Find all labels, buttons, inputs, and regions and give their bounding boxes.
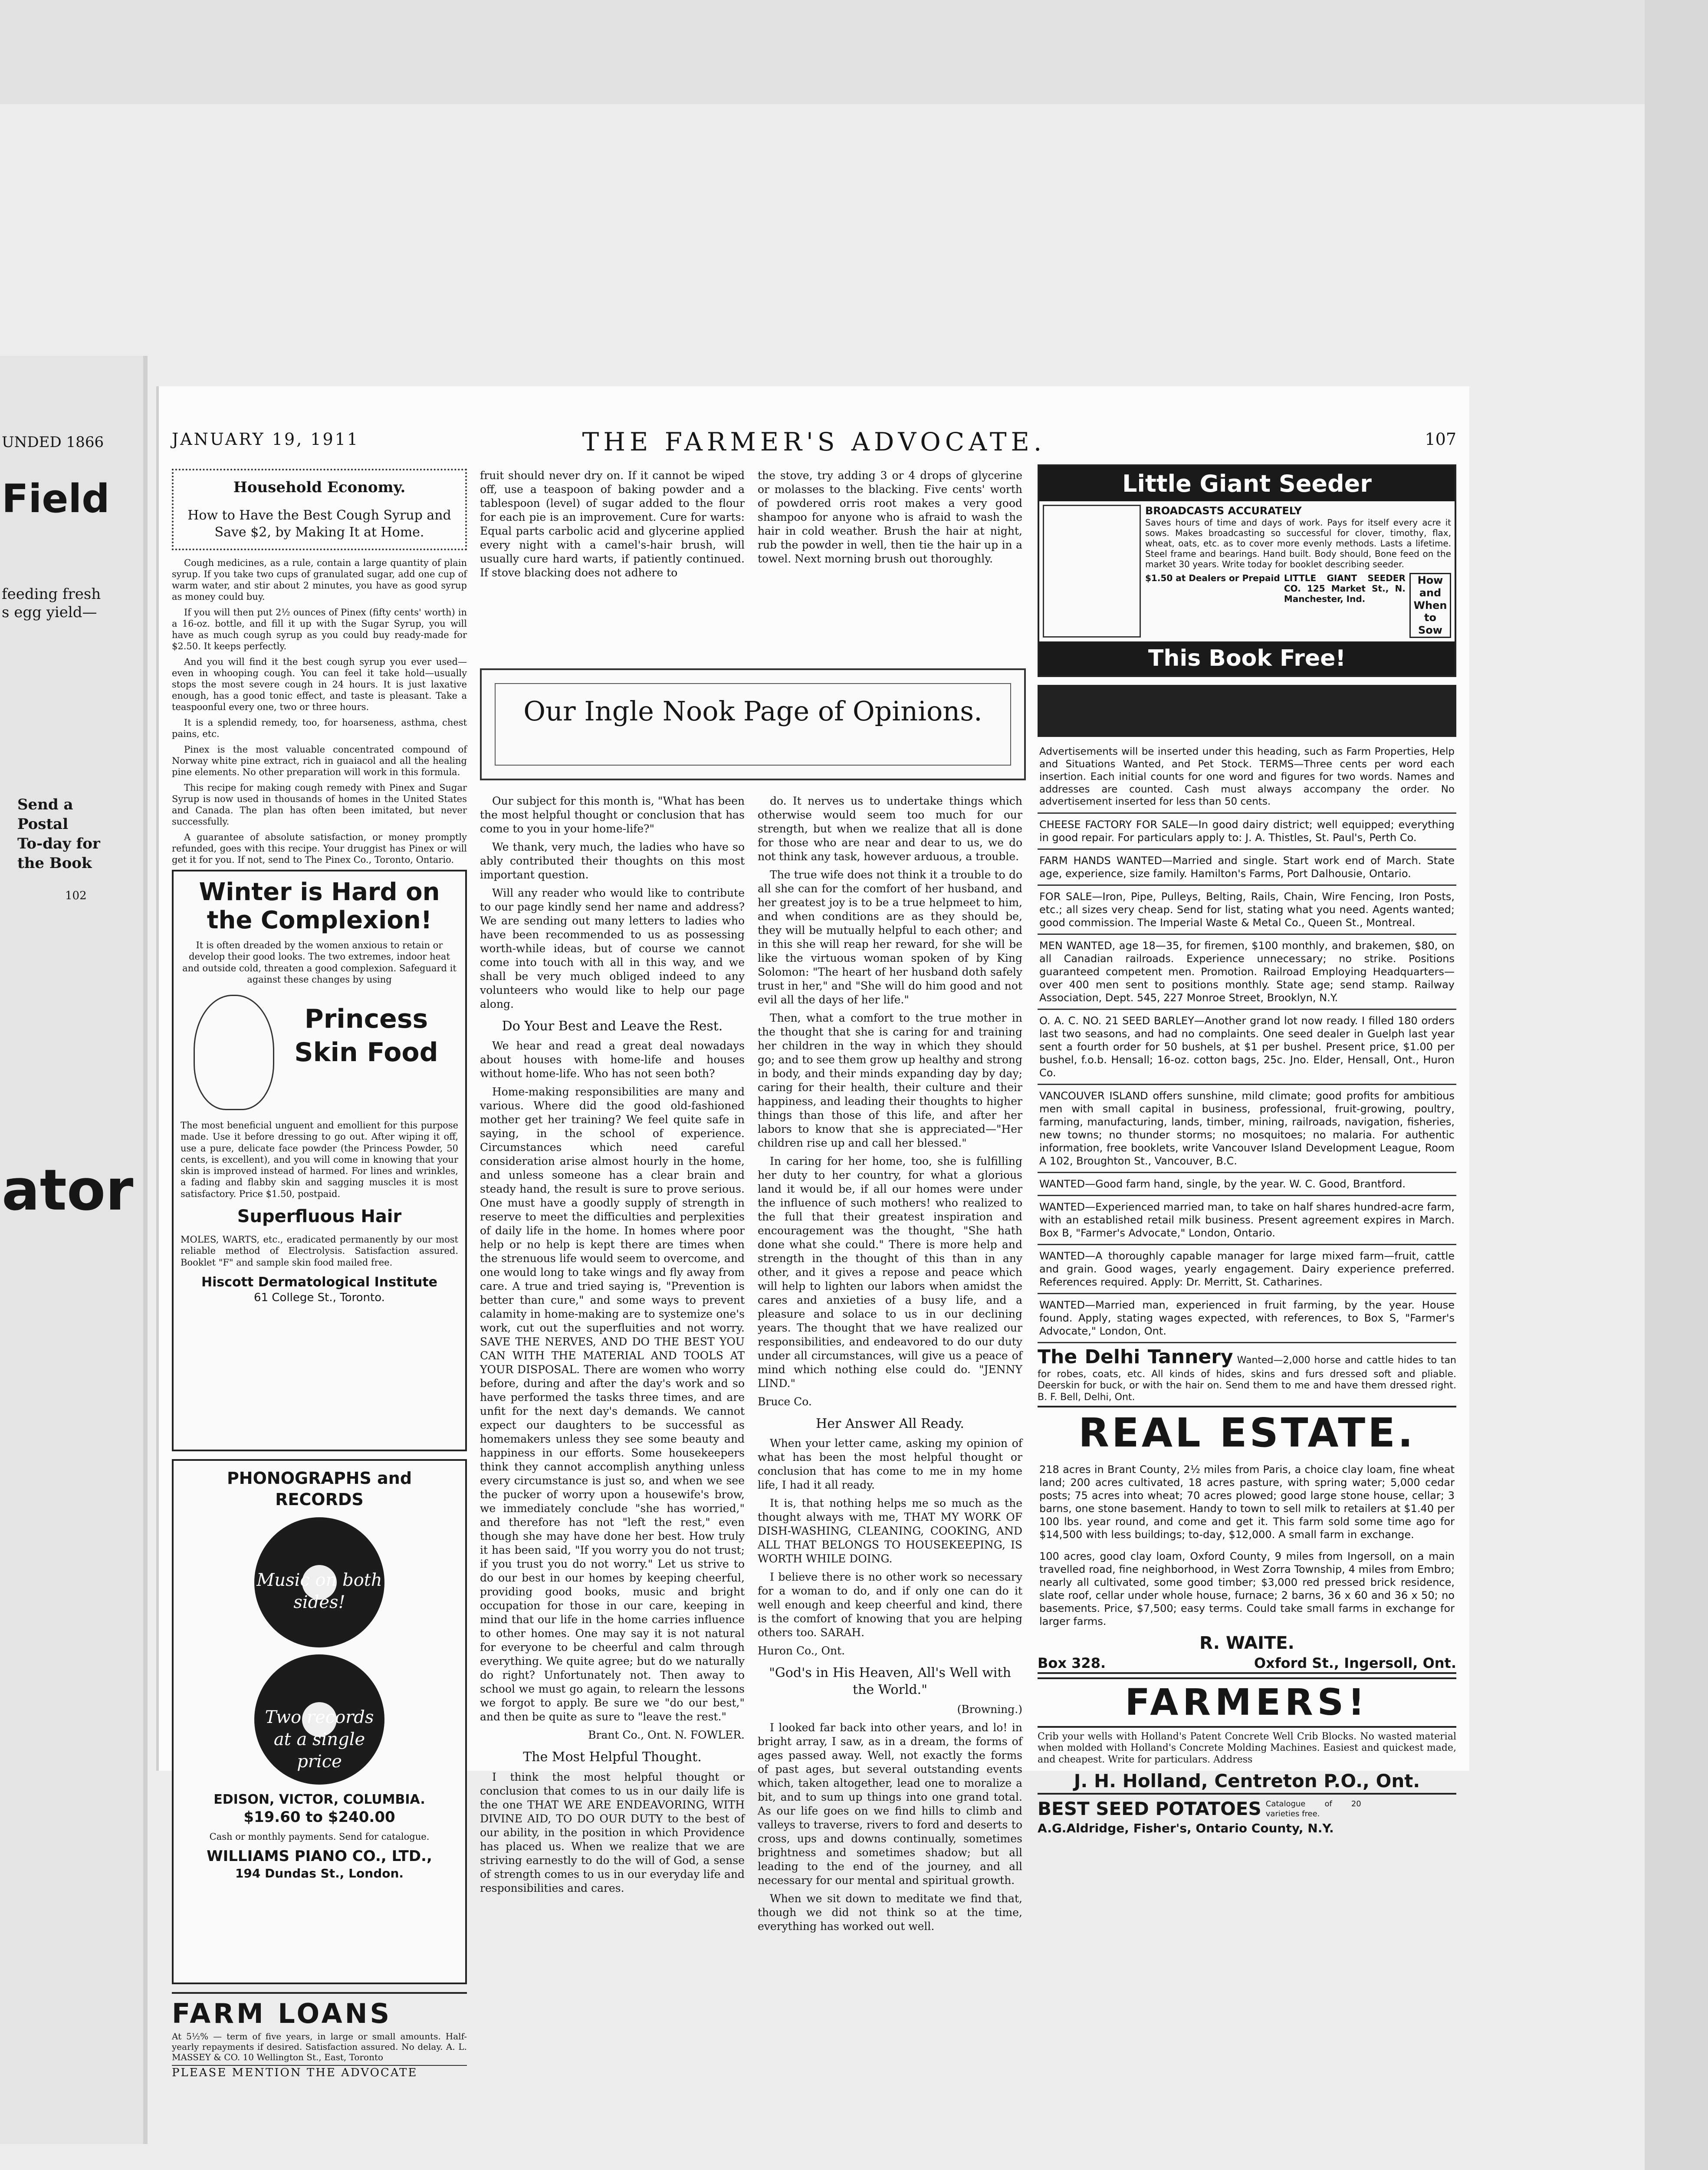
article-paragraph: It is, that nothing helps me so much as the thought always with me, THAT MY WORK OF DISH-WASHING, CLEANING, COOKING, AND ALL THAT BELONGS TO HOUSEKEEPING, IS WORTH WHILE DOING. — [758, 1497, 1022, 1565]
article-paragraph: In caring for her home, too, she is fulfilling her duty to her country, for what a glorious land it would be, if all our homes were under the influence of such mothers! who realized to the full that their greatest inspiration and encouragement was the thought, "She hath done what she could." There is more help and strength in the thought of this than in any other, and it gives a repose and peace which will help to lighten our labors when amidst the cares and anxieties of a busy life, and a pleasure and solace to us in our declining years. The thought that we have realized our responsibilities, and endeavored to do our duty under all circumstances, will give us a peace of mind which nothing else could do. "JENNY LIND." — [758, 1155, 1022, 1390]
prev-field: Field — [2, 476, 110, 522]
wanted-banner-graphic — [1038, 685, 1456, 737]
household-economy-box — [172, 469, 467, 550]
scan-margin-top — [0, 0, 1708, 104]
delhi-tannery-name: The Delhi Tannery — [1038, 1346, 1233, 1368]
article-heading: The Most Helpful Thought. — [523, 1749, 702, 1765]
prev-today: To-day for — [17, 835, 100, 852]
skin-food-brand: Skin Food — [294, 1037, 438, 1068]
column-2 — [480, 794, 745, 1900]
classified-item: O. A. C. NO. 21 SEED BARLEY—Another grand lot now ready. I filled 180 orders last two seasons, and had no complaints. One seed dealer in Guelph last year sent a fourth order for 50 bushels, at $1 per bushel. Present price, $1.00 per bushel, f.o.b. Hensall; 16-oz. cotton bags, 25c. Jno. Elder, Hensall, Ont., Huron Co. — [1038, 1010, 1456, 1085]
article-paragraph: We hear and read a great deal nowadays about houses with home-life and houses without home-life. Who has not seen both? — [480, 1039, 745, 1080]
article-paragraph: I believe there is no other work so necessary for a woman to do, and if only one can do it well enough and keep cheerful and kind, there is the comfort of knowing that you are helping others too. SARAH. — [758, 1571, 1022, 1639]
phonograph-terms: Cash or monthly payments. Send for catalogue. — [209, 1831, 430, 1842]
real-estate-listing: 218 acres in Brant County, 2½ miles from Paris, a choice clay loam, fine wheat land; 200 acres cultivated, 18 acres pasture, with spring water; 5,000 cedar posts; 75 acres into wheat; 70 acres plowed; good large stone house, cellar; 3 barns, one stone basement. Handy to town to sell milk to retailers at $1.40 per 100 lbs. year round, and come and get it. This farm sold some time ago for $14,500 with less buildings; to-day, $12,000. A small farm in exchange. — [1039, 1463, 1455, 1541]
phonograph-price: $19.60 to $240.00 — [243, 1808, 395, 1826]
phonograph-address: 194 Dundas St., London. — [235, 1866, 404, 1881]
delhi-tannery-body: Wanted—2,000 horse and cattle hides to tan for robes, coats, etc. All kinds of hides, skins and furs dressed soft and pliable. Deerskin for buck, or with the hair on. Send them to me and have them dressed right. B. F. Bell, Delhi, Ont. — [1038, 1355, 1457, 1403]
household-body — [172, 557, 467, 866]
prev-ator: ator — [2, 1157, 134, 1223]
seeder-title: Little Giant Seeder — [1039, 466, 1455, 501]
seeder-price: $1.50 at Dealers or Prepaid — [1145, 572, 1280, 583]
article-paragraph: I think the most helpful thought or conclusion that comes to us in our daily life is the one THAT WE ARE ENDEAVORING, WITH DIVINE AID, TO DO OUR DUTY to the best of our ability, in the position in which Providence has placed us. When we realize that we are striving earnestly to do the will of God, a sense of strength comes to us in our everyday life and responsibilities and cares. — [480, 1770, 745, 1894]
prev-book: the Book — [17, 855, 92, 872]
classified-item: FOR SALE—Iron, Pipe, Pulleys, Belting, Rails, Chain, Wire Fencing, Iron Posts, etc.; all sizes very cheap. Send for list, stating what you need. Agents wanted; good commission. The Imperial Waste & Metal Co., Queen St., Montreal. — [1038, 886, 1456, 935]
real-estate-listing: 100 acres, good clay loam, Oxford County, 9 miles from Ingersoll, on a main travelled road, fine neighborhood, in West Zorra Township, 4 miles from Embro; nearly all cultivated, some good timber; $3,000 red pressed brick residence, slate roof, cellar under whole house, furnace; 2 barns, 36 x 60 and 36 x 50; no basements. Price, $7,500; easy terms. Could take small farms in exchange for larger farms. — [1039, 1550, 1455, 1628]
real-estate-address: Oxford St., Ingersoll, Ont. — [1254, 1655, 1456, 1672]
record-disc-icon — [254, 1517, 384, 1647]
seeder-company: LITTLE GIANT SEEDER CO. 125 Market St., N. Manchester, Ind. — [1284, 572, 1406, 604]
potatoes-title: BEST SEED POTATOES — [1038, 1798, 1261, 1819]
woman-portrait-icon — [194, 995, 274, 1110]
article-paragraph: Then, what a comfort to the true mother in the thought that she is caring for and training her children in the way in which they should go; and to see them grow up healthy and strong in body, and their minds expanding day by day; caring for their health, their culture and their happiness, and leading their thoughts to higher things than those of this life, and after her labors to know that she is appreciated—"Her children rise up and call her blessed." — [758, 1012, 1022, 1149]
page-number: 107 — [1425, 430, 1456, 449]
complexion-body-3: MOLES, WARTS, etc., eradicated permanently by our most reliable method of Electrolysis. Satisfaction assured. Booklet "F" and sample skin food mailed free. — [181, 1234, 458, 1268]
record-disc-icon — [254, 1654, 384, 1785]
farm-loans-ad — [172, 1992, 467, 2080]
prev-send: Send a — [17, 796, 73, 813]
princess-brand: Princess — [304, 1004, 428, 1035]
farm-loans-body: At 5½% — term of five years, in large or small amounts. Half-yearly repayments if desired. Satisfaction assured. No delay. A. L. MASSEY & CO. 10 Wellington St., East, Toronto — [172, 2031, 467, 2062]
article-heading: Do Your Best and Leave the Rest. — [502, 1019, 723, 1034]
real-estate-title: REAL ESTATE. — [1078, 1410, 1416, 1457]
article-attribution: (Browning.) — [957, 1703, 1022, 1716]
article-heading: "God's in His Heaven, All's Well with the World." — [769, 1665, 1011, 1697]
masthead-title: THE FARMER'S ADVOCATE. — [582, 427, 1046, 457]
classified-item: WANTED—Married man, experienced in fruit farming, by the year. House found. Apply, stating wages expected, with references, to Box S, "Farmer's Advocate," London, Ont. — [1038, 1294, 1456, 1343]
book-free-banner: This Book Free! — [1039, 641, 1455, 676]
newspaper-page — [156, 386, 1469, 2079]
col2-top-text: fruit should never dry on. If it cannot be wiped off, use a teaspoon of baking powder and a tablespoon (level) of sugar added to the flour for each pie is an improvement. Cure for warts: Equal parts carbolic acid and glycerine applied every night with a camel's-hair brush, will usually cure hard warts, if patiently continued. If stove blacking does not adhere to — [480, 469, 745, 579]
classified-intro: Advertisements will be inserted under this heading, such as Farm Properties, Help and Situations Wanted, and Pet Stock. TERMS—Three cents per word each insertion. Each initial counts for one word and figures for two words. Names and addresses are counted. Cash must always accompany the order. No advertisement inserted for less than 50 cents. — [1038, 741, 1456, 814]
article-paragraph: When your letter came, asking my opinion of what has been the most helpful thought or conclusion that has come to me in my home life, I had it all ready. — [758, 1437, 1022, 1492]
prev-feeding: feeding fresh — [2, 585, 101, 603]
column-3-top — [758, 469, 1022, 570]
institute-address: 61 College St., Toronto. — [254, 1291, 385, 1305]
classified-item: VANCOUVER ISLAND offers sunshine, mild climate; good profits for ambitious men with small capital in business, professional, fruit-growing, poultry, farming, manufacturing, lands, timber, mining, railroads, navigation, fisheries, new towns; no thunder storms; no mosquitoes; no malaria. For authentic information, free booklets, write Vancouver Island Development League, Room A 102, Broughton St., Vancouver, B.C. — [1038, 1085, 1456, 1173]
complexion-body-2: The most beneficial unguent and emollient for this purpose made. Use it before dressing to go out. After wiping it off, use a pure, delicate face powder (the Princess Powder, 50 cents, is excellent), and you will come in knowing that your skin is improved instead of harmed. For lines and wrinkles, a fading and flabby skin and sagging muscles it is most satisfactory. Price $1.50, postpaid. — [181, 1120, 458, 1199]
article-heading: Her Answer All Ready. — [816, 1416, 964, 1431]
phonograph-title: PHONOGRAPHS and RECORDS — [227, 1469, 412, 1509]
prev-founded: UNDED 1866 — [2, 434, 104, 451]
music-both-sides: Music on both sides! — [256, 1570, 382, 1612]
potatoes-catalogue: Catalogue of 20 varieties free. — [1265, 1799, 1361, 1818]
household-paragraph: And you will find it the best cough syrup you ever used—even in whooping cough. You can feel it take hold—usually stops the most severe cough in 24 hours. It is just laxative enough, has a good tonic effect, and taste is pleasant. Take a teaspoonful every one, two or three hours. — [172, 656, 467, 712]
household-title: Household Economy. — [233, 479, 406, 496]
intro-paragraph: Our subject for this month is, "What has been the most helpful thought or conclusion that has come to you in your home-life?" — [480, 795, 745, 835]
ingle-nook-banner — [480, 668, 1026, 780]
classified-item: WANTED—A thoroughly capable manager for large mixed farm—fruit, cattle and grain. Good wages, yearly engagement. Dairy experience preferred. References required. Apply: Dr. Merritt, St. Catharines. — [1038, 1245, 1456, 1294]
household-paragraph: This recipe for making cough remedy with Pinex and Sugar Syrup is now used in thousands of homes in the United States and Canada. The plan has often been imitated, but never successfully. — [172, 783, 467, 827]
please-mention: PLEASE MENTION THE ADVOCATE — [172, 2065, 467, 2080]
article-paragraph: The true wife does not think it a trouble to do all she can for the comfort of her husband, and her greatest joy is to be a true helpmeet to him, and when conditions are as they should be, they will be mutually helpful to each other; and in this she will reap her reward, for she will be like the virtuous woman spoken of by King Solomon: "The heart of her husband doth safely trust in her," and "She will do him good and not evil all the days of her life." — [758, 868, 1022, 1006]
farmer-sowing-icon — [1043, 505, 1141, 638]
phonograph-company: WILLIAMS PIANO CO., LTD., — [207, 1847, 432, 1865]
household-paragraph: If you will then put 2½ ounces of Pinex (fifty cents' worth) in a 16-oz. bottle, and fill it up with the Sugar Syrup, you will have as much cough syrup as you could buy ready-made for $2.50. It keeps perfectly. — [172, 607, 467, 651]
holland-name: J. H. Holland, Centreton P.O., Ont. — [1038, 1769, 1456, 1795]
article-paragraph: Home-making responsibilities are many and various. Where did the good old-fashioned mother get her training? We feel quite safe in saying, in the school of experience. Circumstances which need careful consideration arise almost hourly in the home, and unless someone has a clear brain and steady hand, the result is sure to prove serious. One must have a goodly supply of strength in reserve to meet the difficulties and perplexities of daily life in the home. In homes where poor help or no help is kept there are times when the strenuous life would seem to overcome, and one would long to take wings and fly away from care. A true and tried saying is, "Prevention is better than cure," and some ways to prevent calamity in home-making are to systemize one's work, cut out the superfluities and not worry. SAVE THE NERVES, AND DO THE BEST YOU CAN WITH THE MATERIAL AND TOOLS AT YOUR DISPOSAL. There are women who worry before, during and after the day's work and so have performed the tasks three times, and are unfit for the next day's demands. We cannot expect our daughters to be successful as homemakers unless they see some beauty and happiness in our efforts. Some housekeepers think they cannot accomplish anything unless every circumstance is just so, and when we see the pucker of worry upon a housewife's brow, we immediately conclude "she has worried," and therefore has not "left the rest," even though she may have done her best. How truly it has been said, "If you worry you do not trust; if you trust you do not worry." Let us strive to do our best in our homes by keeping cheerful, providing good books, music and bright occupation for those in our care, keeping in mind that our life in the home carries influence to other homes. One may say it is not natural for everyone to be cheerful and calm through everything. We quite agree; but do we naturally do right? Unfortunately not. Then away to school we must go again, to relearn the lessons we forgot to apply. Be sure we "do our best," and then be quite as sure to "leave the rest." — [480, 1085, 745, 1723]
farm-loans-title: FARM LOANS — [172, 1998, 392, 2030]
household-subtitle: How to Have the Best Cough Syrup and Save $2, by Making It at Home. — [187, 507, 451, 540]
col3-top-text: the stove, try adding 3 or 4 drops of glycerine or molasses to the blacking. Five cents' worth of powdered orris root makes a very good shampoo for anyone who is afraid to wash the hair in cold weather. Brush the hair at night, rub the powder in well, then tie the hair up in a towel. Next morning brush out thoroughly. — [758, 469, 1022, 565]
farmers-body: Crib your wells with Holland's Patent Concrete Well Crib Blocks. No wasted material when molded with Holland's Concrete Molding Machines. Easiest and quickest made, and cheapest. Write for particulars. Address — [1038, 1731, 1456, 1766]
farmers-title: FARMERS! — [1038, 1677, 1456, 1728]
ingle-nook-title: Our Ingle Nook Page of Opinions. — [523, 695, 982, 727]
article-location: Huron Co., Ont. — [758, 1644, 845, 1657]
classified-item: WANTED—Good farm hand, single, by the year. W. C. Good, Brantford. — [1038, 1173, 1456, 1196]
seeder-subtitle: BROADCASTS ACCURATELY — [1145, 505, 1302, 517]
column-2-top — [480, 469, 745, 584]
previous-page-fragment — [0, 356, 148, 2144]
real-estate-box: Box 328. — [1038, 1655, 1106, 1672]
page-header — [172, 427, 1456, 460]
article-signature: Brant Co., Ont. N. FOWLER. — [588, 1729, 745, 1742]
seed-potatoes-ad — [1038, 1797, 1456, 1821]
classified-item: MEN WANTED, age 18—35, for firemen, $100 monthly, and brakemen, $80, on all Canadian railroads. Experience unnecessary; no strike. Positions guaranteed competent men. Promotion. Railroad Employing Headquarters—over 400 men sent to positions monthly. State age; send stamp. Railway Association, Dept. 545, 227 Monroe Street, Brooklyn, N.Y. — [1038, 935, 1456, 1010]
complexion-ad — [172, 870, 467, 1451]
two-records-script: Two records at a single price — [265, 1707, 374, 1772]
household-paragraph: Cough medicines, as a rule, contain a large quantity of plain syrup. If you take two cups of granulated sugar, add one cup of warm water, and stir about 2 minutes, you have as good syrup as money could buy. — [172, 557, 467, 602]
article-location: Bruce Co. — [758, 1395, 812, 1408]
farmers-ad — [1038, 1677, 1456, 1795]
superfluous-hair: Superfluous Hair — [237, 1206, 402, 1226]
article-paragraph: do. It nerves us to undertake things which otherwise would seem too much for our strength, but when we realize that all is done for those who are near and dear to us, we do not think any task, however arduous, a trouble. — [758, 795, 1022, 863]
classified-item: CHEESE FACTORY FOR SALE—In good dairy district; well equipped; everything in good repair. For particulars apply to: J. A. Thistles, St. Paul's, Perth Co. — [1038, 814, 1456, 850]
complexion-body: It is often dreaded by the women anxious to retain or develop their good looks. The two extremes, indoor heat and outside cold, threaten a good complexion. Safeguard it against these changes by using — [182, 940, 457, 985]
intro-paragraph: We thank, very much, the ladies who have so ably contributed their thoughts on this most important question. — [480, 841, 745, 881]
seeder-body: Saves hours of time and days of work. Pays for itself every acre it sows. Makes broadcasting so successful for clover, timothy, flax, wheat, oats, etc. as to cover more evenly methods. Lasts a lifetime. Steel frame and bearings. Hand built. Body should, Bone feed on the market 30 years. Write today for booklet describing seeder. — [1145, 517, 1451, 569]
column-4 — [1038, 464, 1456, 1836]
phonograph-brands: EDISON, VICTOR, COLUMBIA. — [214, 1792, 425, 1807]
seeder-ad — [1038, 464, 1456, 677]
household-paragraph: It is a splendid remedy, too, for hoarseness, asthma, chest pains, etc. — [172, 717, 467, 739]
prev-number: 102 — [65, 889, 87, 902]
how-when-sow: How and When to Sow — [1409, 573, 1451, 638]
classified-item: FARM HANDS WANTED—Married and single. Start work end of March. State age, experience, size family. Hamilton's Farms, Port Dalhousie, Ontario. — [1038, 850, 1456, 886]
real-estate-agent: R. WAITE. — [1199, 1633, 1294, 1653]
prev-postal: Postal — [17, 815, 69, 833]
classified-item: WANTED—Experienced married man, to take on half shares hundred-acre farm, with an established retail milk business. Present agreement expires in March. Box B, "Farmer's Advocate," London, Ontario. — [1038, 1196, 1456, 1245]
potatoes-address: A.G.Aldridge, Fisher's, Ontario County, N.Y. — [1038, 1821, 1334, 1835]
real-estate-ad — [1038, 1407, 1456, 1674]
phonograph-ad — [172, 1459, 467, 1984]
article-paragraph: I looked far back into other years, and lo! in bright array, I saw, as in a dream, the forms of ages passed away. Well, not exactly the forms of past ages, but several outstanding events which, taken altogether, lead one to moralize a bit, and to sum up things into one grand total. As our life goes on we find hills to climb and valleys to traverse, rivers to ford and deserts to cross, ups and downs continually, sometimes brightness and sometimes shadow; but all leading to the end of the journey, and all necessary for our mental and spiritual growth. — [758, 1721, 1022, 1887]
household-paragraph: A guarantee of absolute satisfaction, or money promptly refunded, goes with this recipe. Your druggist has Pinex or will get it for you. If not, send to The Pinex Co., Toronto, Ontario. — [172, 832, 467, 865]
intro-paragraph: Will any reader who would like to contribute to our page kindly send her name and address? We are sending out many letters to ladies who have been recommended to us as possessing worth-while ideas, but of course we cannot come into touch with all in this way, and we shall be very much obliged indeed to any volunteers who would like to help our page along. — [480, 887, 745, 1010]
institute-name: Hiscott Dermatological Institute — [201, 1274, 438, 1290]
article-paragraph: When we sit down to meditate we find that, though we did not think so at the time, everything has worked out well. — [758, 1892, 1022, 1933]
scan-margin-right — [1645, 0, 1708, 2170]
column-3 — [758, 794, 1022, 1938]
delhi-tannery-ad — [1038, 1343, 1456, 1407]
complexion-title: Winter is Hard on the Complexion! — [199, 878, 440, 934]
prev-eggs: s egg yield— — [2, 604, 97, 621]
page-date: JANUARY 19, 1911 — [172, 430, 360, 449]
column-1 — [172, 469, 467, 2080]
household-paragraph: Pinex is the most valuable concentrated compound of Norway white pine extract, rich in guaiacol and all the healing pine elements. No other preparation will work in this formula. — [172, 744, 467, 778]
